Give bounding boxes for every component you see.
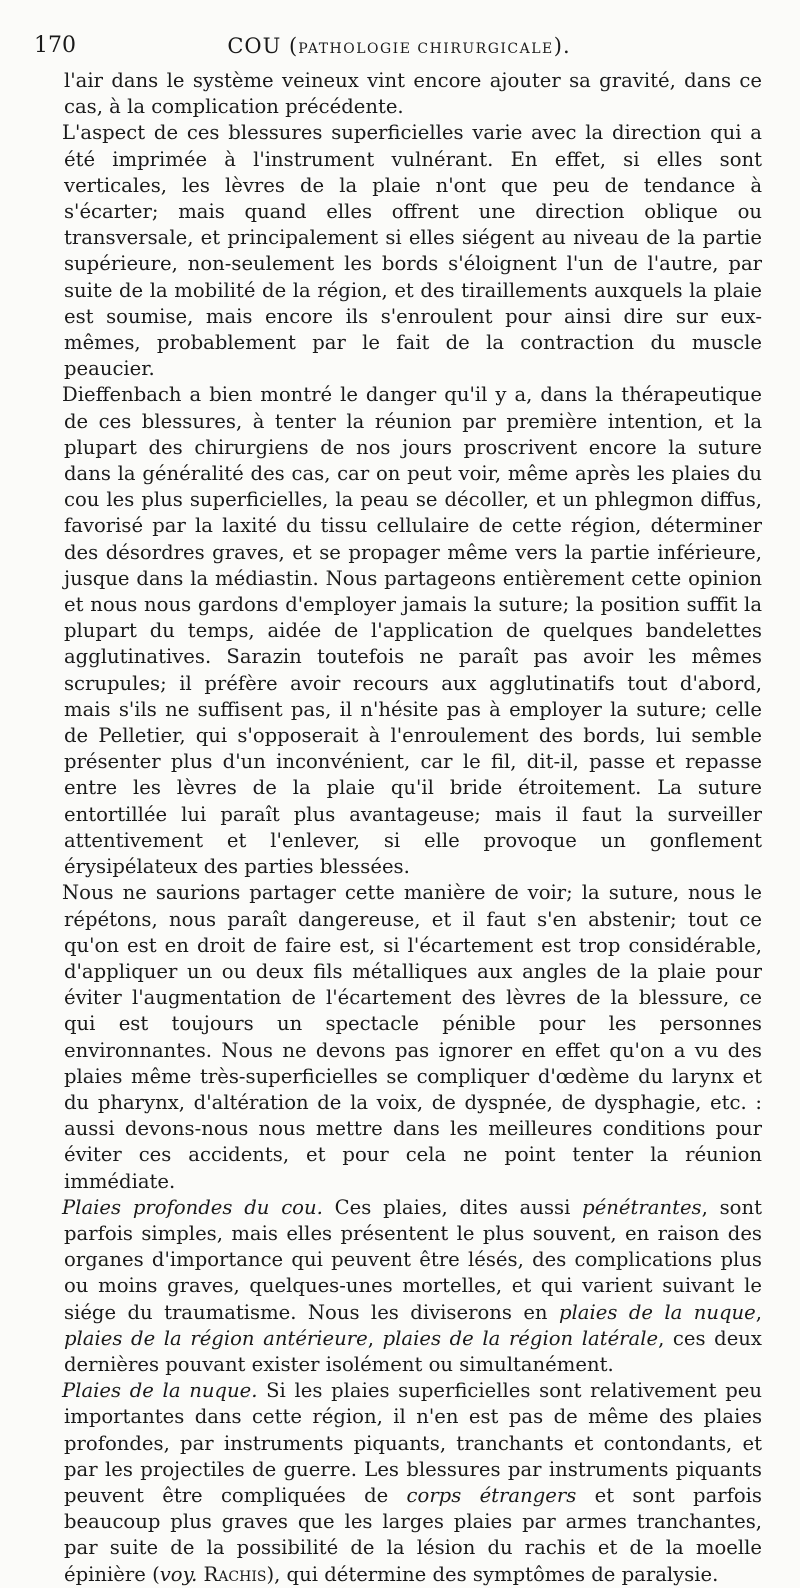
paragraph — [64, 120, 762, 382]
paragraph-segment: L'aspect de ces blessures superficielles varie avec la direction qui a été imprimée à l'instrument vulnérant. En effet, si elles sont verticales, les lèvres de la plaie n'ont que peu de tendance à s'écarter; mais quand elles offrent une direction oblique ou transversale, et principalement si elles siégent au niveau de la partie supérieure, non-seulement les bords s'éloignent l'un de l'autre, par suite de la mobilité de la région, et des tiraillements auxquels la plaie est soumise, mais encore ils s'enroulent pour ainsi dire sur eux-mêmes, probablement par le fait de la contraction du muscle peaucier. — [62, 121, 762, 381]
running-head-subtitle: PATHOLOGIE CHIRURGICALE — [298, 41, 554, 57]
paragraph-it-segment: pénétrantes — [582, 1195, 702, 1219]
paragraph-sc-segment: Rachis — [203, 1562, 267, 1586]
paragraph — [64, 1195, 762, 1378]
paragraph-it-segment: plaies de la région antérieure — [64, 1326, 368, 1350]
paragraph-segment: Dieffenbach a bien montré le danger qu'il y a, dans la thérapeutique de ces blessures, à tenter la réunion par première intention, et la plupart des chirurgiens de nos jours proscrivent encore la suture dans la généralité des cas, car on peut voir, même après les plaies du cou les plus superficielles, la peau se décoller, et un phlegmon diffus, favorisé par la laxité du tissu cellulaire de cette région, déterminer des désordres graves, et se propager même vers la partie inférieure, jusque dans la médiastin. Nous partageons entièrement cette opinion et nous nous gardons d'employer jamais la suture; la position suffit la plupart du temps, aidée de l'application de quelques bandelettes agglutinatives. Sarazin toutefois ne paraît pas avoir les mêmes scrupules; il préfère avoir recours aux agglutinatifs tout d'abord, mais s'ils ne suffisent pas, il n'hésite pas à employer la suture; celle de Pelletier, qui s'opposerait à l'enroulement des bords, lui semble présenter plus d'un inconvénient, car le fil, dit-il, passe et repasse entre les lèvres de la plaie qu'il bride étroitement. La suture entortillée lui paraît plus avantageuse; mais il faut la surveiller attentivement et l'enlever, si elle provoque un gonflement érysipélateux des parties blessées. — [62, 383, 762, 879]
paragraph-segment: , — [367, 1326, 383, 1350]
running-head-paren-close: ). — [553, 34, 571, 58]
paragraph-segment: Ces plaies, dites aussi — [322, 1195, 583, 1219]
running-header — [34, 30, 764, 62]
paragraph-segment: ), qui détermine des symptômes de paralysie. — [266, 1562, 719, 1586]
running-head-title — [34, 30, 764, 65]
paragraph-segment: , ces deux dernières pouvant exister isolément ou simultanément. — [64, 1326, 762, 1376]
paragraph-segment: , — [755, 1300, 762, 1324]
paragraph-segment: l'air dans le système veineux vint encore ajouter sa gravité, dans ce cas, à la complication précédente. — [64, 69, 762, 119]
paragraph-segment: , sont parfois simples, mais elles présentent le plus souvent, en raison des organes d'importance qui peuvent être lésés, des complications plus ou moins graves, quelques-unes mortelles, et qui varient suivant le siége du traumatisme. Nous les diviserons en — [64, 1195, 762, 1324]
body-text — [64, 68, 762, 1588]
paragraph — [64, 68, 762, 120]
paragraph-it-segment: Plaies profondes du cou. — [62, 1195, 323, 1219]
paragraph-segment: Si les plaies superficielles sont relativement peu importantes dans cette région, il n'en est pas de même des plaies profondes, par instruments piquants, tranchants et contondants, et par les projectiles de guerre. Les blessures par instruments piquants peuvent être compliquées de — [64, 1379, 762, 1507]
paragraph-segment: et sont parfois beaucoup plus graves que les larges plaies par armes tranchantes, par suite de la possibilité de la lésion du rachis et de la moelle épinière ( — [64, 1483, 762, 1586]
running-head-paren-open: ( — [281, 34, 299, 58]
paragraph-segment: Nous ne saurions partager cette manière de voir; la suture, nous le répétons, nous paraît dangereuse, et il faut s'en abstenir; tout ce qu'on est en droit de faire est, si l'écartement est trop considérable, d'appliquer un ou deux fils métalliques aux angles de la plaie pour éviter l'augmentation de l'écartement des lèvres de la blessure, ce qui est toujours un spectacle pénible pour les personnes environnantes. Nous ne devons pas ignorer en effet qu'on a vu des plaies même très-superficielles se compliquer d'œdème du larynx et du pharynx, d'altération de la voix, de dyspnée, de dysphagie, etc. : aussi devons-nous nous mettre dans les meilleures conditions pour éviter ces accidents, et pour cela ne point tenter la réunion immédiate. — [62, 881, 762, 1193]
paragraph — [64, 1378, 762, 1588]
paragraph-it-segment: plaies de la nuque — [558, 1300, 756, 1324]
paragraph-it-segment: voy. — [159, 1562, 198, 1586]
paragraph — [64, 382, 762, 880]
paragraph-it-segment: plaies de la région latérale — [382, 1326, 659, 1350]
running-head-main: COU — [227, 34, 282, 58]
page-number: 170 — [34, 33, 76, 58]
paragraph — [64, 880, 762, 1194]
paragraph-it-segment: corps étrangers — [406, 1483, 577, 1507]
paragraph-it-segment: Plaies de la nuque. — [62, 1379, 258, 1403]
